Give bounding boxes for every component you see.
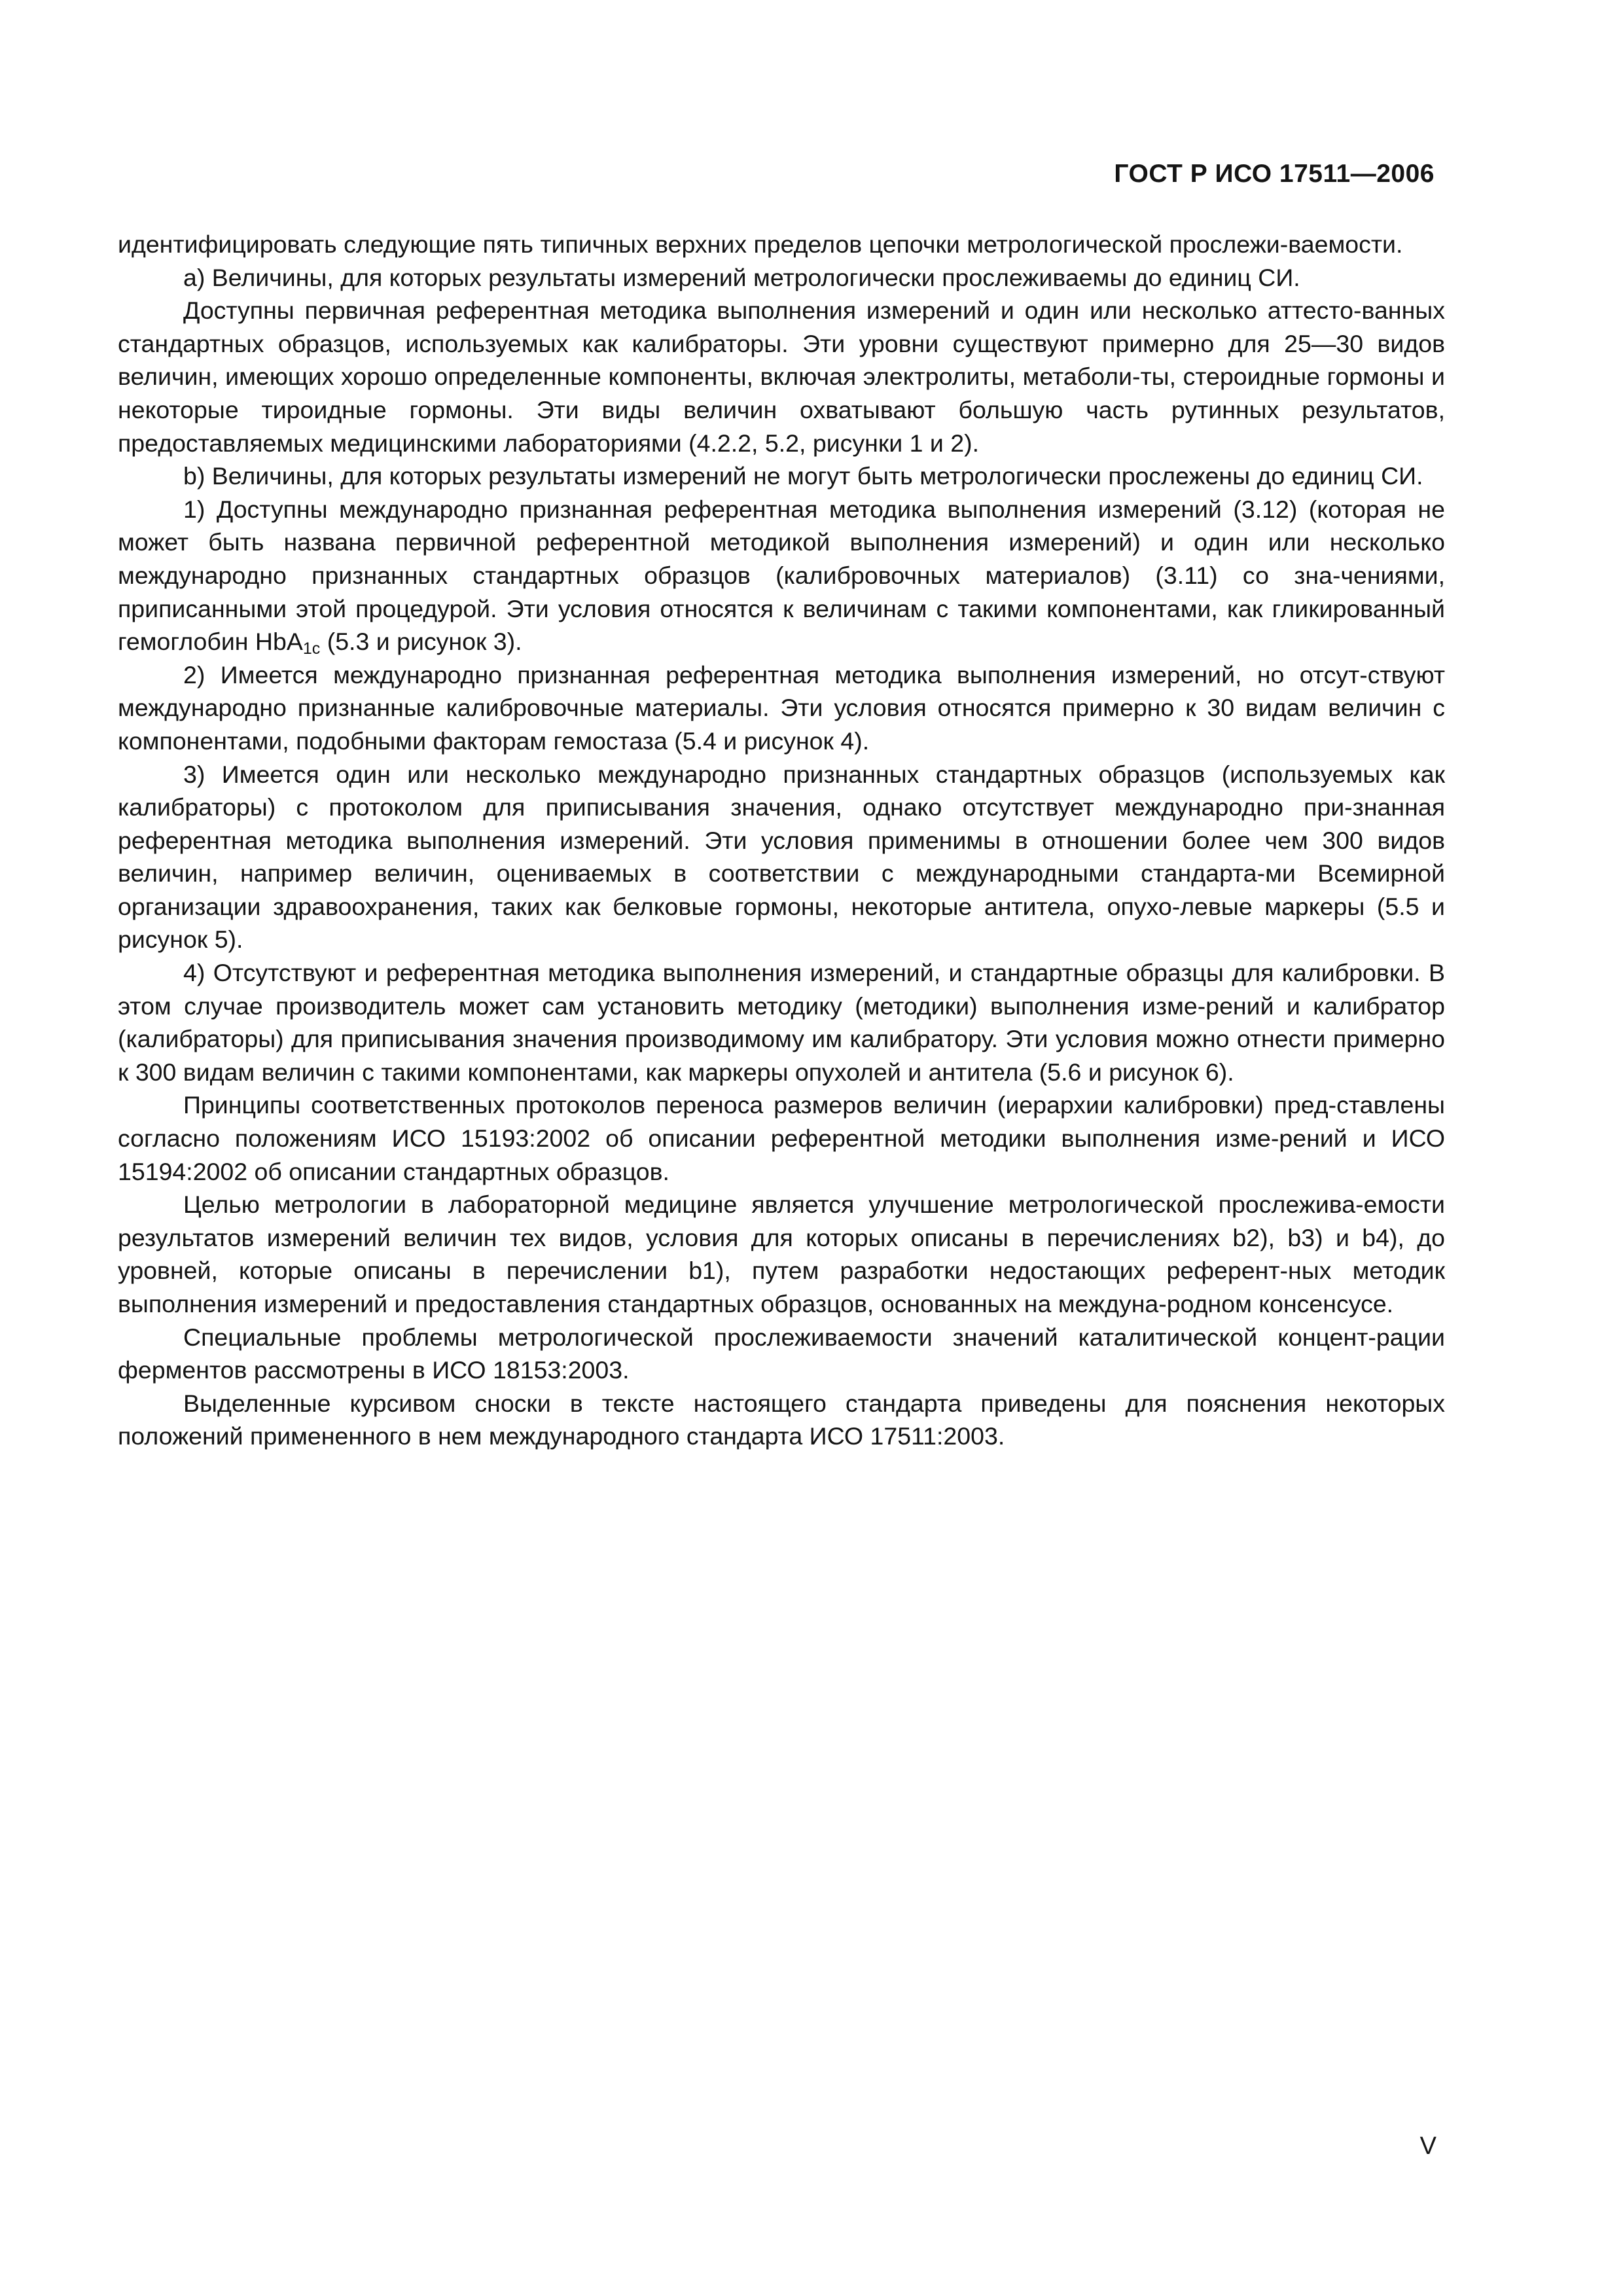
paragraph: Принципы соответственных протоколов переноса размеров величин (иерархии калибровки) пред-ставлены согласно положениям ИСО 15193:2002 об описании референтной методики выполнения изме-рений и ИСО 15194:2002 об описании стандартных образцов. (118, 1091, 1445, 1185)
list-item-b2: 2) Имеется международно признанная референтная методика выполнения измерений, но отсут-ствуют международно признанные калибровочные материалы. Эти условия относятся примерно к 30 видам величин с компонентами, подобными факторам гемостаза (5.4 и рисунок 4). (118, 660, 1445, 755)
paragraph: Доступны первичная референтная методика выполнения измерений и один или несколько аттесто-ванных стандартных образцов, используемых как калибраторы. Эти уровни существуют примерно для 25—30 видов величин, имеющих хорошо определенные компоненты, включая электролиты, метаболи-ты, стероидные гормоны и некоторые тироидные гормоны. Эти виды величин охватывают большую часть рутинных результатов, предоставляемых медицинскими лабораториями (4.2.2, 5.2, рисунки 1 и 2). (118, 296, 1445, 457)
document-code: ГОСТ Р ИСО 17511—2006 (1114, 160, 1435, 188)
body-text (118, 228, 1445, 1453)
list-item-b3: 3) Имеется один или несколько международно признанных стандартных образцов (используемых как калибраторы) с протоколом для приписывания значения, однако отсутствует международно при-знанная референтная методика выполнения измерений. Эти условия применимы в отношении более чем 300 видов величин, например величин, оцениваемых в соответствии с международными стандарта-ми Всемирной организации здравоохранения, таких как белковые гормоны, некоторые антитела, опухо-левые маркеры (5.5 и рисунок 5). (118, 760, 1445, 954)
list-item-b4: 4) Отсутствуют и референтная методика выполнения измерений, и стандартные образцы для калибровки. В этом случае производитель может сам установить методику (методики) выполнения изме-рений и калибратор (калибраторы) для приписывания значения производимому им калибратору. Эти условия можно отнести примерно к 300 видам величин с такими компонентами, как маркеры опухолей и антитела (5.6 и рисунок 6). (118, 959, 1445, 1086)
list-item-a: a) Величины, для которых результаты измерений метрологически прослеживаемы до единиц СИ. (183, 263, 1300, 291)
list-item-b1 (118, 493, 1445, 658)
paragraph: Специальные проблемы метрологической прослеживаемости значений каталитической концент-рации ферментов рассмотрены в ИСО 18153:2003. (118, 1323, 1445, 1384)
paragraph: Выделенные курсивом сноски в тексте настоящего стандарта приведены для пояснения некоторых положений примененного в нем международного стандарта ИСО 17511:2003. (118, 1389, 1445, 1450)
subscript: 1c (302, 639, 321, 658)
list-item-b: b) Величины, для которых результаты измерений не могут быть метрологически прослежены до единиц СИ. (183, 462, 1423, 490)
page-number: V (1419, 2132, 1436, 2160)
text-span: 1) Доступны международно признанная референтная методика выполнения измерений (3.12) (которая не может быть названа первичной референтной методикой выполнения измерений) и один или несколько международно признанных стандартных образцов (калибровочных материалов) (3.11) со зна-чениями, приписанными этой процедурой. Эти условия относятся к величинам с такими компонентами, как гликированный гемоглобин HbA (118, 495, 1445, 656)
paragraph: Целью метрологии в лабораторной медицине является улучшение метрологической прослежива-емости результатов измерений величин тех видов, условия для которых описаны в перечислениях b2), b3) и b4), до уровней, которые описаны в перечислении b1), путем разработки недостающих референт-ных методик выполнения измерений и предоставления стандартных образцов, основанных на междуна-родном консенсусе. (118, 1191, 1445, 1318)
paragraph: идентифицировать следующие пять типичных верхних пределов цепочки метрологической прослежи-ваемости. (118, 230, 1403, 258)
text-span: (5.3 и рисунок 3). (320, 628, 522, 656)
